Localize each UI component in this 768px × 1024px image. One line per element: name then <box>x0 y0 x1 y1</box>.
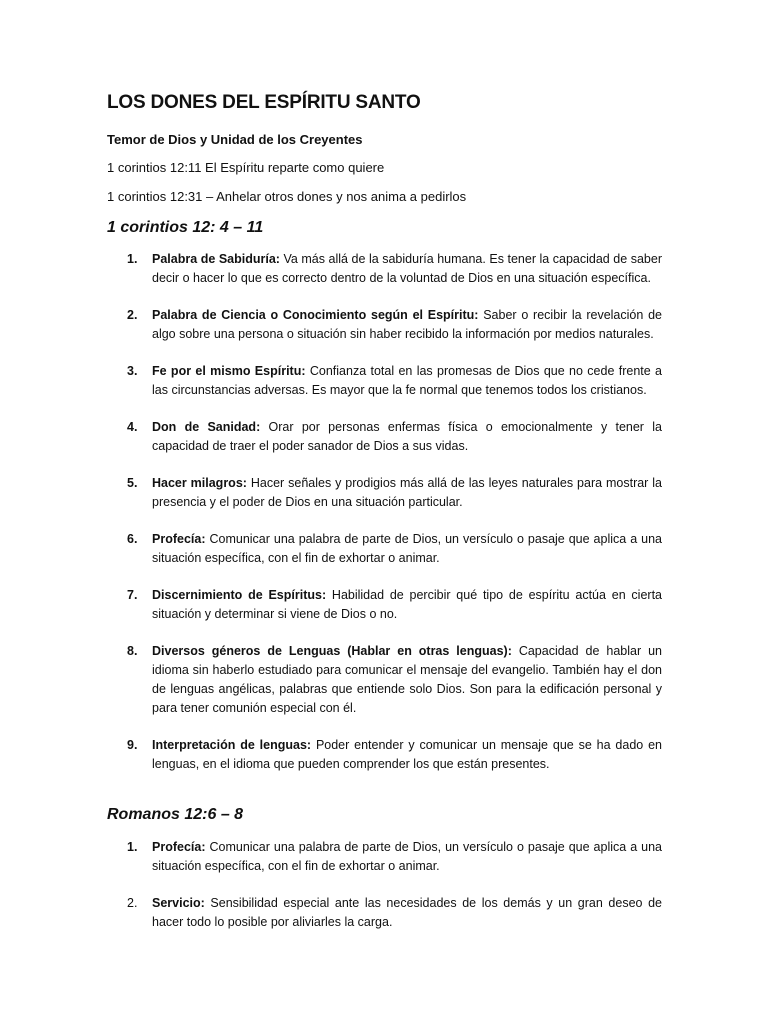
gift-description: Capacidad de hablar un idioma sin haberlo estudiado para comunicar el mensaje del evangelio. También hay el don de lenguas angélicas, palabras que entiende solo Dios. Son para la edificación personal y para tener comunión especial con él. <box>152 644 662 715</box>
gift-number: 2. <box>127 308 138 322</box>
gift-number: 8. <box>127 644 138 658</box>
gift-item <box>107 642 662 718</box>
gift-description: Poder entender y comunicar un mensaje que se ha dado en lenguas, en el idioma que pueden comprender los que están presentes. <box>152 738 662 771</box>
gift-item <box>107 474 662 512</box>
gift-name: Profecía: <box>152 532 206 546</box>
gift-name: Diversos géneros de Lenguas (Hablar en otras lenguas): <box>152 644 512 658</box>
gift-name: Interpretación de lenguas: <box>152 738 312 752</box>
gift-name: Profecía: <box>152 840 206 854</box>
gift-number: 4. <box>127 420 138 434</box>
gift-list-corintios <box>107 250 662 774</box>
gift-item <box>107 586 662 624</box>
document-subtitle: Temor de Dios y Unidad de los Creyentes <box>107 132 363 147</box>
gift-description: Hacer señales y prodigios más allá de las leyes naturales para mostrar la presencia y el poder de Dios en una situación particular. <box>152 476 662 509</box>
gift-item <box>107 838 662 876</box>
gift-number: 5. <box>127 476 138 490</box>
gift-description: Orar por personas enfermas física o emocionalmente y tener la capacidad de traer el poder sanador de Dios a sus vidas. <box>152 420 662 453</box>
gift-name: Palabra de Ciencia o Conocimiento según el Espíritu: <box>152 308 479 322</box>
gift-number: 2. <box>127 896 138 910</box>
gift-item <box>107 894 662 932</box>
gift-number: 1. <box>127 252 138 266</box>
section-heading-corintios: 1 corintios 12: 4 – 11 <box>107 219 264 236</box>
gift-number: 7. <box>127 588 138 602</box>
ref-line: 1 corintios 12:31 – Anhelar otros dones y nos anima a pedirlos <box>107 189 467 204</box>
gift-item <box>107 418 662 456</box>
gift-item <box>107 362 662 400</box>
gift-name: Discernimiento de Espíritus: <box>152 588 327 602</box>
gift-description: Saber o recibir la revelación de algo sobre una persona o situación sin haber recibido la información por medios naturales. <box>152 308 662 341</box>
gift-description: Comunicar una palabra de parte de Dios, un versículo o pasaje que aplica a una situación específica, con el fin de exhortar o animar. <box>152 840 662 873</box>
gift-list-romanos <box>107 838 662 932</box>
gift-name: Fe por el mismo Espíritu: <box>152 364 306 378</box>
gift-item <box>107 306 662 344</box>
gift-number: 9. <box>127 738 138 752</box>
gift-description: Confianza total en las promesas de Dios que no cede frente a las circunstancias adversas. Es mayor que la fe normal que tenemos todos los cristianos. <box>152 364 662 397</box>
gift-item <box>107 530 662 568</box>
gift-description: Habilidad de percibir qué tipo de espíritu actúa en cierta situación y determinar si viene de Dios o no. <box>152 588 662 621</box>
gift-item <box>107 250 662 288</box>
gift-name: Hacer milagros: <box>152 476 247 490</box>
section-heading-romanos: Romanos 12:6 – 8 <box>107 806 244 823</box>
gift-name: Palabra de Sabiduría: <box>152 252 280 266</box>
gift-description: Comunicar una palabra de parte de Dios, un versículo o pasaje que aplica a una situación específica, con el fin de exhortar o animar. <box>152 532 662 565</box>
gift-number: 3. <box>127 364 138 378</box>
gift-number: 6. <box>127 532 138 546</box>
ref-line: 1 corintios 12:11 El Espíritu reparte como quiere <box>107 160 385 175</box>
gift-description: Va más allá de la sabiduría humana. Es tener la capacidad de saber decir o hacer lo que es correcto dentro de la voluntad de Dios en una situación específica. <box>152 252 663 285</box>
gift-item <box>107 736 662 774</box>
document-title: LOS DONES DEL ESPÍRITU SANTO <box>107 92 421 113</box>
gift-number: 1. <box>127 840 138 854</box>
gift-description: Sensibilidad especial ante las necesidades de los demás y un gran deseo de hacer todo lo posible por aliviarles la carga. <box>152 896 662 929</box>
gift-name: Don de Sanidad: <box>152 420 261 434</box>
gift-name: Servicio: <box>152 896 205 910</box>
